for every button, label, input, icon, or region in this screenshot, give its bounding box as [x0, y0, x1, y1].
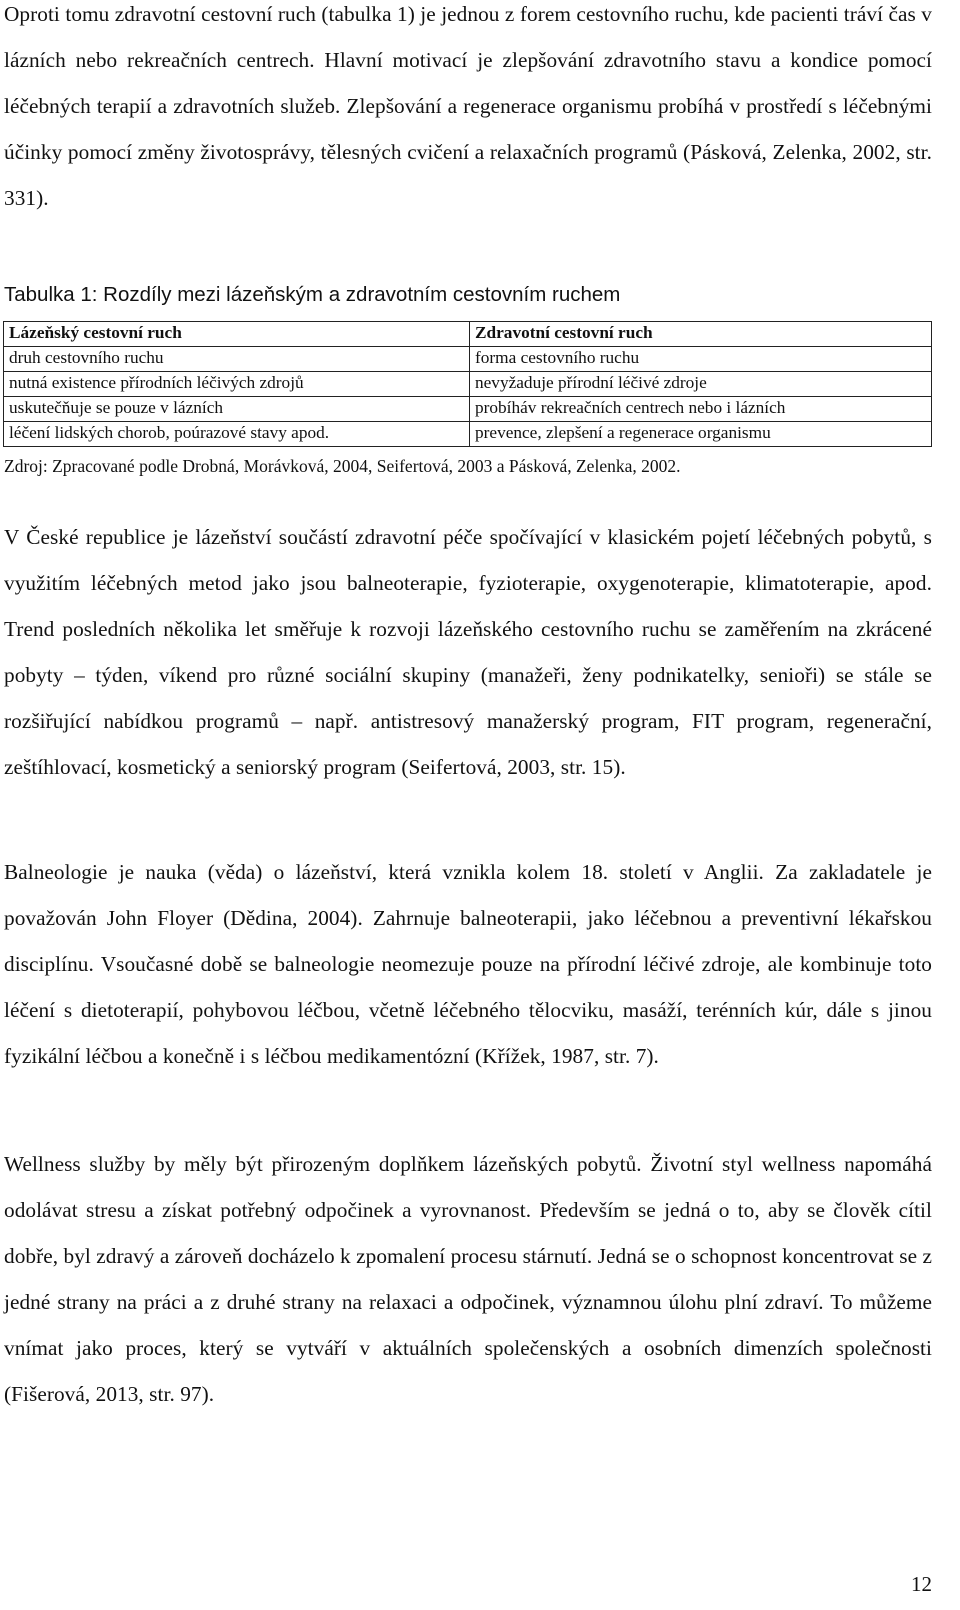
- table-cell: nutná existence přírodních léčivých zdrojů: [4, 372, 470, 397]
- table-cell: uskutečňuje se pouze v lázních: [4, 397, 470, 422]
- table-row: [4, 347, 932, 372]
- table-cell: forma cestovního ruchu: [470, 347, 932, 372]
- paragraph-wellness: Wellness služby by měly být přirozeným doplňkem lázeňských pobytů. Životní styl wellness napomáhá odolávat stresu a získat potřebný odpočinek a vyrovnanost. Především se jedná o to, aby se člověk cítil dobře, byl zdravý a zároveň docházelo k zpomalení procesu stárnutí. Jedná se o schopnost koncentrovat se z jedné strany na práci a z druhé strany na relaxaci a odpočinek, významnou úlohu plní zdraví. To můžeme vnímat jako proces, který se vytváří v aktuálních společenských a osobních dimenzích společnosti (Fišerová, 2013, str. 97).: [4, 1152, 932, 1406]
- table-header-row: [4, 322, 932, 347]
- comparison-table: [3, 321, 932, 447]
- table-source-note: Zdroj: Zpracované podle Drobná, Morávková, 2004, Seifertová, 2003 a Pásková, Zelenka, 2002.: [4, 456, 681, 476]
- table-cell: prevence, zlepšení a regenerace organismu: [470, 422, 932, 447]
- table-row: [4, 397, 932, 422]
- table-cell: léčení lidských chorob, poúrazové stavy apod.: [4, 422, 470, 447]
- paragraph-health-tourism: Oproti tomu zdravotní cestovní ruch (tabulka 1) je jednou z forem cestovního ruchu, kde pacienti tráví čas v lázních nebo rekreačních centrech. Hlavní motivací je zlepšování zdravotního stavu a kondice pomocí léčebných terapií a zdravotních služeb. Zlepšování a regenerace organismu probíhá v prostředí s léčebnými účinky pomocí změny životosprávy, tělesných cvičení a relaxačních programů (Pásková, Zelenka, 2002, str. 331).: [4, 2, 932, 210]
- table-row: [4, 372, 932, 397]
- table-header-cell: Zdravotní cestovní ruch: [470, 322, 932, 347]
- table-cell: nevyžaduje přírodní léčivé zdroje: [470, 372, 932, 397]
- table-cell: druh cestovního ruchu: [4, 347, 470, 372]
- table-row: [4, 422, 932, 447]
- table-cell: probíháv rekreačních centrech nebo i lázních: [470, 397, 932, 422]
- paragraph-balneology: Balneologie je nauka (věda) o lázeňství, která vznikla kolem 18. století v Anglii. Za zakladatele je považován John Floyer (Dědina, 2004). Zahrnuje balneoterapii, jako léčebnou a preventivní lékařskou disciplínu. Vsoučasné době se balneologie neomezuje pouze na přírodní léčivé zdroje, ale kombinuje toto léčení s dietoterapií, pohybovou léčbou, včetně léčebného tělocviku, masáží, terénních kúr, dále s jinou fyzikální léčbou a konečně i s léčbou medikamentózní (Křížek, 1987, str. 7).: [4, 860, 932, 1068]
- paragraph-spa-czech-republic: V České republice je lázeňství součástí zdravotní péče spočívající v klasickém pojetí léčebných pobytů, s využitím léčebných metod jako jsou balneoterapie, fyzioterapie, oxygenoterapie, klimatoterapie, apod. Trend posledních několika let směřuje k rozvoji lázeňského cestovního ruchu se zaměřením na zkrácené pobyty – týden, víkend pro různé sociální skupiny (manažeři, ženy podnikatelky, senioři) se stále se rozšiřující nabídkou programů – např. antistresový manažerský program, FIT program, regenerační, zeštíhlovací, kosmetický a seniorský program (Seifertová, 2003, str. 15).: [4, 525, 932, 779]
- page-number: 12: [911, 1572, 932, 1596]
- table-header-cell: Lázeňský cestovní ruch: [4, 322, 470, 347]
- table-caption: Tabulka 1: Rozdíly mezi lázeňským a zdravotním cestovním ruchem: [4, 283, 621, 306]
